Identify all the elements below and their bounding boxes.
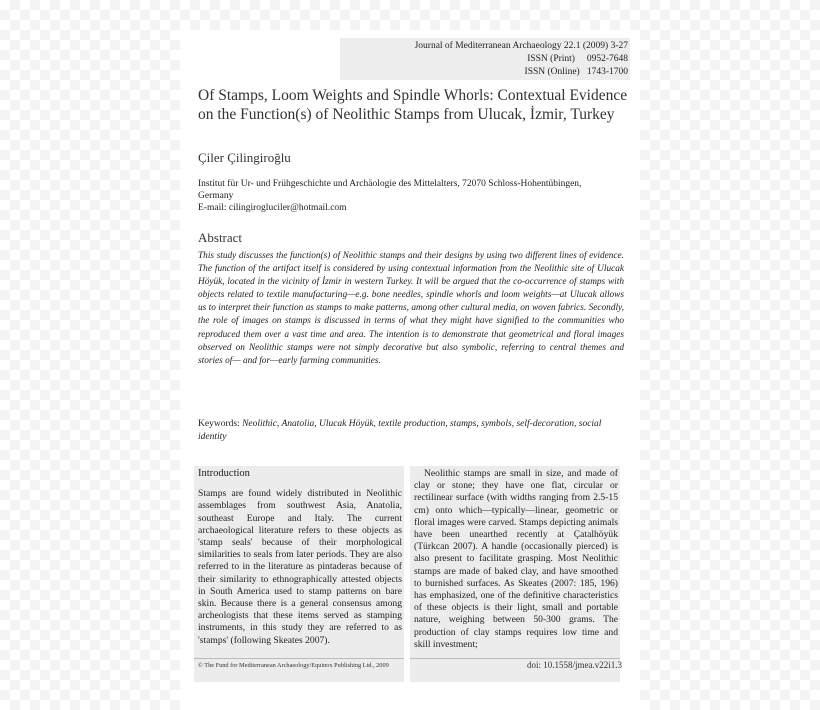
keywords-label: Keywords: xyxy=(198,419,240,429)
abstract-body: This study discusses the function(s) of Neolithic stamps and their designs by using two different lines of evidence. The function of the artifact itself is considered by using contextual information from the Neolithic site of Ulucak Höyük, located in the vicinity of İzmir in western Turkey. It will be argued that the co-occurrence of stamps with objects related to textile manufacturing—e.g. bone needles, spindle whorls and loom weights—at Ulucak allows us to interpret their function as stamps to make patterns, among other cultural media, on woven fabrics. Secondly, the role of images on stamps is discussed in terms of what they might have signified to the communities who reproduced them over a vast time and area. The intention is to demonstrate that geometrical and floral images observed on Neolithic stamps were not simply decorative but also symbolic, referring to central themes and stories of— and for—early farming communities. xyxy=(198,251,624,366)
footer-rule-left xyxy=(194,658,404,659)
journal-citation: Journal of Mediterranean Archaeology 22.1 (2009) 3-27 xyxy=(414,41,628,51)
right-column xyxy=(414,468,618,651)
keywords-value: Neolithic, Anatolia, Ulucak Höyük, textile production, stamps, symbols, self-decoration, social identity xyxy=(198,419,602,442)
paper-page xyxy=(180,30,640,710)
issn-print: ISSN (Print) 0952-7648 xyxy=(527,54,628,64)
institute: Institut für Ur- und Frühgeschichte und Archäologie des Mittelalters, 72070 Schloss-Hohentübingen, Germany xyxy=(198,179,582,201)
intro-paragraph-left: Stamps are found widely distributed in Neolithic assemblages from southwest Asia, Anatolia, southeast Europe and Italy. The current archaeological literature refers to these objects as 'stamp seals' because of their morphological similarities to seals from later periods. They are also referred to in the literature as pintaderas because of their similarity to ethnographically attested objects in South America used to stamp patterns on bare skin. Because there is a general consensus among archeologists that these items served as stamping instruments, in this study they are referred to as 'stamps' (following Skeates 2007). xyxy=(198,488,402,646)
abstract-heading: Abstract xyxy=(198,230,243,245)
issn-online: ISSN (Online) 1743-1700 xyxy=(524,67,628,77)
introduction-heading: Introduction xyxy=(198,468,250,479)
email: E-mail: cilingirogluciler@hotmail.com xyxy=(198,203,347,213)
keywords xyxy=(198,418,624,444)
doi: doi: 10.1558/jmea.v22i1.3 xyxy=(527,660,622,670)
article-title: Of Stamps, Loom Weights and Spindle Whorls: Contextual Evidence on the Function(s) of Neolithic Stamps from Ulucak, İzmir, Turkey xyxy=(198,87,628,123)
journal-info xyxy=(415,40,628,79)
left-column xyxy=(198,468,402,647)
intro-paragraph-right: Neolithic stamps are small in size, and made of clay or stone; they have one flat, circular or rectilinear surface (with widths ranging from 2.5-15 cm) onto which—typically—linear, geometric or floral images were carved. Stamps depicting animals have been unearthed recently at Çatalhöyük (Türkcan 2007). A handle (occasionally pierced) is also present to facilitate grasping. Most Neolithic stamps are made of baked clay, and have smoothed to burnished surfaces. As Skeates (2007: 185, 196) has emphasized, one of the definitive characteristics of these objects is their light, small and portable nature, weighing between 50-300 grams. The production of clay stamps requires low time and skill investment; xyxy=(414,468,618,650)
affiliation xyxy=(198,178,618,214)
copyright-notice: © The Fund for Mediterranean Archaeology/Equinox Publishing Ltd., 2009 xyxy=(198,662,389,669)
author-name: Çiler Çilingiroğlu xyxy=(198,150,291,165)
footer-rule-right xyxy=(410,658,620,659)
